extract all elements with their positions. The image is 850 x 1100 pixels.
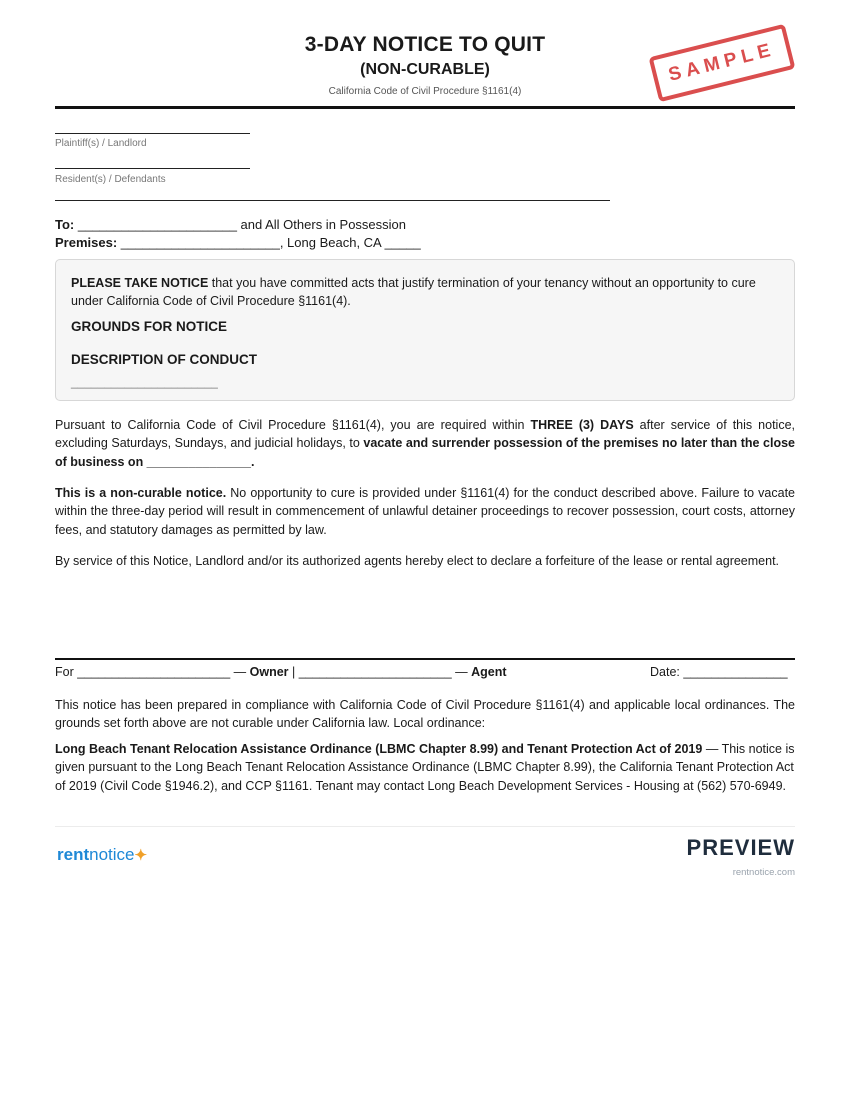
for-text: For ______________________ — xyxy=(55,665,250,679)
logo-rent: rent xyxy=(57,845,90,864)
caption-divider xyxy=(55,200,610,201)
conduct-heading: DESCRIPTION OF CONDUCT xyxy=(71,352,258,367)
plaintiff-label: Plaintiff(s) / Landlord xyxy=(55,138,147,149)
notice-box xyxy=(55,259,795,401)
to-text: ______________________ and All Others in Possession xyxy=(74,217,407,232)
preview-label: PREVIEW xyxy=(686,835,795,860)
vacate-text-1: Pursuant to California Code of Civil Procedure §1161(4), you are required within xyxy=(55,418,531,432)
signature-divider xyxy=(55,658,795,660)
vacate-days: THREE (3) DAYS xyxy=(530,418,634,432)
header-divider xyxy=(55,106,795,109)
date-field: Date: _______________ xyxy=(650,665,788,679)
sparkle-icon: ✦ xyxy=(134,847,148,864)
footer-divider xyxy=(55,826,795,827)
vacate-paragraph xyxy=(55,416,795,471)
ordinance-title: Long Beach Tenant Relocation Assistance Ordinance (LBMC Chapter 8.99) and Tenant Protection Act of 2019 xyxy=(55,742,703,756)
premises-label: Premises: xyxy=(55,235,118,250)
vacate-text-2: after service of this notice, excluding Saturdays, Sundays, and judicial holidays, to xyxy=(55,418,795,451)
ordinance-paragraph xyxy=(55,740,795,795)
site-url: rentnotice.com xyxy=(732,867,795,878)
vacate-deadline: vacate and surrender possession of the premises no later than the close of business on _______________. xyxy=(55,436,795,469)
grounds-heading: GROUNDS FOR NOTICE xyxy=(71,319,228,334)
forfeiture-paragraph: By service of this Notice, Landlord and/or its authorized agents hereby elect to declare a forfeiture of the lease or rental agreement. xyxy=(55,554,780,568)
notice-lead xyxy=(71,274,779,310)
premises-line xyxy=(55,235,421,250)
conduct-blank: ______________________ xyxy=(71,375,218,389)
plaintiff-signature-line xyxy=(55,133,250,134)
document-title: 3-DAY NOTICE TO QUIT xyxy=(304,33,546,56)
code-reference: California Code of Civil Procedure §1161(4) xyxy=(328,86,522,97)
non-curable-paragraph xyxy=(55,484,795,539)
agent-blank: | ______________________ — xyxy=(288,665,472,679)
compliance-paragraph: This notice has been prepared in compliance with California Code of Civil Procedure §1161(4) and applicable local ordinances. The grounds set forth above are not curable under California law. Local ordinance: xyxy=(55,698,795,731)
notice-lead-text: that you have committed acts that justify termination of your tenancy without an opportunity to cure under California Code of Civil Procedure §1161(4). xyxy=(71,276,756,308)
notice-lead-bold: PLEASE TAKE NOTICE xyxy=(71,276,209,290)
non-curable-text: No opportunity to cure is provided under §1161(4) for the conduct described above. Failure to vacate within the three-day period will result in commencement of unlawful detainer proceedings to recover possession, court costs, attorney fees, and statutory damages as permitted by law. xyxy=(55,486,796,537)
premises-text: ______________________, Long Beach, CA _____ xyxy=(117,235,421,250)
ordinance-text: — This notice is given pursuant to the Long Beach Tenant Relocation Assistance Ordinance (LBMC Chapter 8.99), the California Tenant Protection Act of 2019 (Civil Code §1946.2), and CCP §1161. Tenant may contact Long Beach Development Services - Housing at (562) 570-6949. xyxy=(55,742,795,793)
resident-signature-line xyxy=(55,168,250,169)
rentnotice-logo xyxy=(57,845,147,865)
logo-notice: notice xyxy=(89,845,135,864)
resident-label: Resident(s) / Defendants xyxy=(55,174,166,185)
sample-stamp: SAMPLE xyxy=(649,24,796,103)
agent-label: Agent xyxy=(471,665,507,679)
document-subtitle: (NON-CURABLE) xyxy=(360,61,490,78)
to-label: To: xyxy=(55,217,75,232)
non-curable-lead: This is a non-curable notice. xyxy=(55,486,227,500)
to-line xyxy=(55,217,406,232)
owner-label: Owner xyxy=(249,665,289,679)
